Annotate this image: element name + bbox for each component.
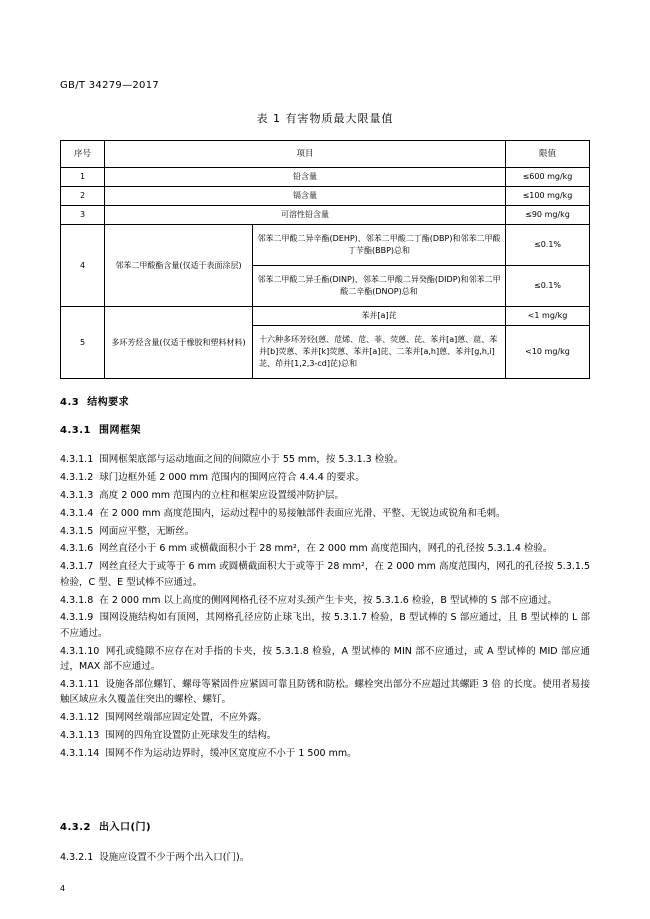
clause-number: 4.3.2.1 (60, 852, 94, 863)
section-4-3-2-items (60, 850, 590, 865)
section-4-3-1-number: 4.3.1 (60, 425, 91, 436)
section-4-3-2-number: 4.3.2 (60, 822, 91, 833)
cell-no: 3 (61, 206, 105, 225)
header-cell-item: 项目 (105, 141, 506, 168)
cell-limit: ≤600 mg/kg (506, 168, 590, 187)
clause-number: 4.3.1.9 (60, 612, 94, 624)
clause-text: 网面应平整，无断丝。 (99, 525, 195, 537)
clause-item (60, 644, 590, 675)
clause-number: 4.3.1.4 (60, 507, 94, 519)
cell-limit: ≤0.1% (506, 266, 590, 307)
section-4-3-1-title: 围网框架 (98, 425, 141, 436)
cell-limit: <10 mg/kg (506, 326, 590, 379)
section-4-3-title: 结构要求 (87, 397, 130, 408)
section-4-3-1 (60, 423, 590, 439)
clause-text: 网丝直径小于 6 mm 或横截面积小于 28 mm²，在 2 000 mm 高度范围内，网孔的孔径按 5.3.1.4 检验。 (99, 543, 553, 555)
table-row (61, 187, 590, 206)
clause-number: 4.3.1.3 (60, 489, 94, 501)
clause-number: 4.3.1.14 (60, 747, 100, 759)
clause-number: 4.3.1.10 (60, 645, 100, 657)
clause-item (60, 541, 590, 556)
clause-text: 在 2 000 mm 高度范围内，运动过程中的易接触部件表面应光滑、平整、无锐边或锐角和毛刺。 (99, 507, 506, 519)
cell-limit: ≤0.1% (506, 225, 590, 266)
section-4-3-heading (60, 395, 590, 411)
table-title: 表 1 有害物质最大限量值 (256, 112, 394, 125)
table-row (61, 206, 590, 225)
section-4-3-2-heading (60, 820, 590, 836)
cell-no: 1 (61, 168, 105, 187)
table-row (61, 225, 590, 266)
clause-text: 在 2 000 mm 以上高度的侧网网格孔径不应对头颈产生卡夹，按 5.3.1.6 检验，B 型试棒的 S 部不应通过。 (99, 594, 557, 606)
hazardous-substance-limits-table (60, 140, 590, 379)
clause-item (60, 610, 590, 641)
cell-item: 铅含量 (105, 168, 506, 187)
clause-item (60, 728, 590, 743)
cell-item: 可溶性铅含量 (105, 206, 506, 225)
section-4-3-2 (60, 820, 590, 836)
section-4-3-number: 4.3 (60, 397, 80, 408)
clause-text: 网孔或缝隙不应存在对手指的卡夹，按 5.3.1.8 检验，A 型试棒的 MIN 部不应通过，或 A 型试棒的 MID 部应通过，MAX 部不应通过。 (60, 645, 590, 672)
clause-text: 网丝直径大于或等于 6 mm 或圆横截面积大于或等于 28 mm²，在 2 000 mm 高度范围内，网孔的孔径按 5.3.1.5 检验，C 型、E 型试棒不应通过。 (60, 561, 590, 588)
cell-item: 苯并[a]芘 (253, 307, 506, 326)
clause-item (60, 710, 590, 725)
clause-item (60, 506, 590, 521)
cell-limit: <1 mg/kg (506, 307, 590, 326)
clause-item (60, 559, 590, 590)
clause-number: 4.3.1.6 (60, 543, 94, 555)
cell-limit: ≤90 mg/kg (506, 206, 590, 225)
table-header-row (61, 141, 590, 168)
cell-item: 镉含量 (105, 187, 506, 206)
cell-limit: ≤100 mg/kg (506, 187, 590, 206)
cell-group-label: 多环芳烃含量(仅适于橡胶和塑料材料) (105, 307, 253, 379)
cell-no: 5 (61, 307, 105, 379)
page-header: GB/T 34279—2017 (60, 80, 160, 91)
clause-text: 围网网丝端部应固定处置，不应外露。 (105, 712, 267, 724)
clause-text: 围网框架底部与运动地面之间的间隙应小于 55 mm，按 5.3.1.3 检验。 (99, 454, 404, 465)
clause-number: 4.3.1.7 (60, 561, 94, 573)
clause-item (60, 470, 590, 485)
clause-text: 设施应设置不少于两个出入口(门)。 (99, 852, 250, 863)
clause-text: 球门边框外延 2 000 mm 范围内的围网应符合 4.4.4 的要求。 (99, 471, 365, 483)
header-cell-limit: 限值 (506, 141, 590, 168)
clause-text: 高度 2 000 mm 范围内的立柱和框架应设置缓冲防护层。 (99, 489, 345, 501)
clause-item (60, 593, 590, 608)
section-4-3-2-title: 出入口(门) (98, 822, 152, 833)
header-cell-no: 序号 (61, 141, 105, 168)
clause-number: 4.3.1.13 (60, 730, 100, 741)
table-row (61, 168, 590, 187)
section-4-3 (60, 395, 590, 411)
cell-item: 十六种多环芳烃(蒽、苊烯、苊、菲、荧蒽、芘、苯并[a]蒽、䓛、苯并[b]荧蒽、苯并[k]荧蒽、苯并[a]芘、二苯并[a,h]蒽、苯并[g,h,i]苝、茚并[1,2,3-cd]芘)总和 (253, 326, 506, 379)
clause-item (60, 746, 590, 761)
clause-item (60, 452, 590, 467)
clause-item (60, 677, 590, 708)
page-number: 4 (60, 884, 66, 893)
clause-number: 4.3.1.12 (60, 712, 100, 724)
section-4-3-1-items (60, 452, 590, 761)
clause-number: 4.3.1.11 (60, 678, 100, 690)
clause-item (60, 488, 590, 503)
clause-number: 4.3.1.8 (60, 594, 94, 606)
cell-no: 4 (61, 225, 105, 307)
clause-item (60, 524, 590, 539)
cell-item: 邻苯二甲酸二异壬酯(DINP)、邻苯二甲酸二异癸酯(DIDP)和邻苯二甲酸二辛酯(DNOP)总和 (253, 266, 506, 307)
clause-text: 围网不作为运动边界时，缓冲区宽度应不小于 1 500 mm。 (105, 747, 357, 759)
clause-text: 设施各部位螺钉、螺母等紧固件应紧固可靠且防锈和防松。螺栓突出部分不应超过其螺距 3 倍 的长度。使用者易接触区域应永久覆盖住突出的螺栓、螺钉。 (60, 678, 590, 706)
cell-item: 邻苯二甲酸二异辛酯(DEHP)、邻苯二甲酸二丁酯(DBP)和邻苯二甲酸丁苄酯(BBP)总和 (253, 225, 506, 266)
clause-item (60, 850, 590, 865)
cell-no: 2 (61, 187, 105, 206)
clause-text: 围网设施结构如有顶网，其网格孔径应防止球飞出，按 5.3.1.7 检验，B 型试棒的 S 部应通过，且 B 型试棒的 L 部不应通过。 (60, 612, 590, 639)
cell-group-label: 邻苯二甲酸酯含量(仅适于表面涂层) (105, 225, 253, 307)
section-4-3-1-heading (60, 423, 590, 439)
clause-number: 4.3.1.5 (60, 525, 94, 537)
clause-number: 4.3.1.1 (60, 454, 94, 465)
clause-text: 围网的四角宜设置防止死球发生的结构。 (105, 730, 277, 741)
table-row (61, 307, 590, 326)
clause-number: 4.3.1.2 (60, 471, 94, 483)
